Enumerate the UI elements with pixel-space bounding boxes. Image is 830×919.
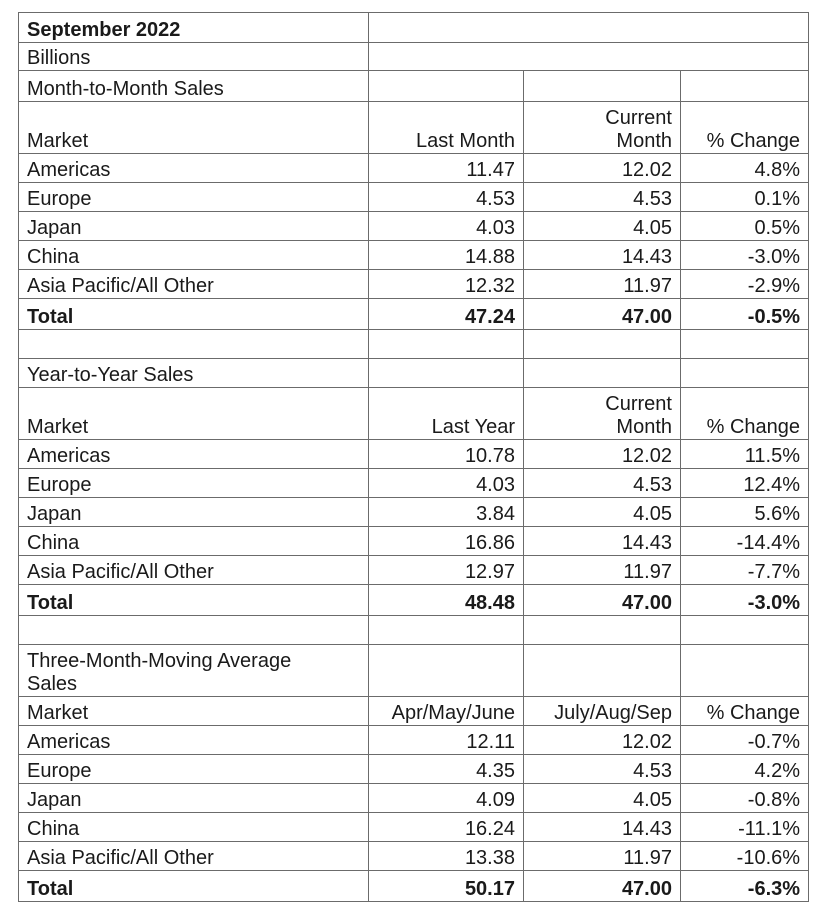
table-row — [19, 183, 809, 212]
section-title: Three-Month-Moving Average Sales — [19, 645, 369, 697]
value-cell: 12.02 — [524, 440, 681, 469]
value-cell: 14.43 — [524, 527, 681, 556]
pct-cell: 4.8% — [681, 154, 809, 183]
value-cell: 4.03 — [369, 212, 524, 241]
value-cell: 11.97 — [524, 270, 681, 299]
total-row — [19, 585, 809, 616]
col-header-july-aug-sep: July/Aug/Sep — [524, 697, 681, 726]
value-cell: 16.86 — [369, 527, 524, 556]
value-cell: 10.78 — [369, 440, 524, 469]
market-cell: Japan — [19, 212, 369, 241]
pct-cell: -2.9% — [681, 270, 809, 299]
value-cell: 4.35 — [369, 755, 524, 784]
units-label: Billions — [19, 43, 369, 71]
market-cell: China — [19, 527, 369, 556]
value-cell: 3.84 — [369, 498, 524, 527]
table-row — [19, 813, 809, 842]
table-row — [19, 726, 809, 755]
section-title-row — [19, 359, 809, 388]
col-header-market: Market — [19, 102, 369, 154]
col-header-last-year: Last Year — [369, 388, 524, 440]
pct-cell: -0.7% — [681, 726, 809, 755]
table-row — [19, 270, 809, 299]
pct-cell: -10.6% — [681, 842, 809, 871]
pct-cell: 0.5% — [681, 212, 809, 241]
market-cell: Asia Pacific/All Other — [19, 270, 369, 299]
col-header-apr-may-june: Apr/May/June — [369, 697, 524, 726]
value-cell: 12.32 — [369, 270, 524, 299]
total-value: 47.24 — [369, 299, 524, 330]
total-pct: -0.5% — [681, 299, 809, 330]
market-cell: Japan — [19, 784, 369, 813]
col-header-pct-change: % Change — [681, 697, 809, 726]
total-row — [19, 871, 809, 902]
col-header-last-month: Last Month — [369, 102, 524, 154]
value-cell: 4.09 — [369, 784, 524, 813]
spacer-row — [19, 330, 809, 359]
market-cell: Asia Pacific/All Other — [19, 556, 369, 585]
total-label: Total — [19, 871, 369, 902]
value-cell: 4.03 — [369, 469, 524, 498]
total-label: Total — [19, 585, 369, 616]
value-cell: 11.97 — [524, 842, 681, 871]
total-value: 50.17 — [369, 871, 524, 902]
total-value: 47.00 — [524, 299, 681, 330]
col-header-market: Market — [19, 697, 369, 726]
market-cell: Europe — [19, 183, 369, 212]
market-cell: China — [19, 241, 369, 270]
col-header-current-month: Current Month — [524, 102, 681, 154]
table-row — [19, 784, 809, 813]
total-value: 48.48 — [369, 585, 524, 616]
value-cell: 14.88 — [369, 241, 524, 270]
table-row — [19, 556, 809, 585]
total-label: Total — [19, 299, 369, 330]
report-title-row — [19, 13, 809, 43]
section-title-row — [19, 645, 809, 697]
total-row — [19, 299, 809, 330]
market-cell: Europe — [19, 469, 369, 498]
total-pct: -3.0% — [681, 585, 809, 616]
pct-cell: -0.8% — [681, 784, 809, 813]
value-cell: 4.05 — [524, 784, 681, 813]
sales-table — [18, 12, 809, 902]
pct-cell: 0.1% — [681, 183, 809, 212]
col-header-current-month: Current Month — [524, 388, 681, 440]
spacer-row — [19, 616, 809, 645]
section-title: Year-to-Year Sales — [19, 359, 369, 388]
total-value: 47.00 — [524, 585, 681, 616]
value-cell: 4.53 — [524, 469, 681, 498]
section-title-row — [19, 71, 809, 102]
total-value: 47.00 — [524, 871, 681, 902]
section-title: Month-to-Month Sales — [19, 71, 369, 102]
market-cell: Americas — [19, 726, 369, 755]
value-cell: 11.97 — [524, 556, 681, 585]
table-row — [19, 154, 809, 183]
value-cell: 4.53 — [524, 755, 681, 784]
table-row — [19, 212, 809, 241]
pct-cell: 4.2% — [681, 755, 809, 784]
pct-cell: 12.4% — [681, 469, 809, 498]
units-row — [19, 43, 809, 71]
value-cell: 16.24 — [369, 813, 524, 842]
value-cell: 12.97 — [369, 556, 524, 585]
market-cell: Americas — [19, 440, 369, 469]
table-row — [19, 241, 809, 270]
column-header-row — [19, 388, 809, 440]
value-cell: 13.38 — [369, 842, 524, 871]
column-header-row — [19, 697, 809, 726]
col-header-pct-change: % Change — [681, 102, 809, 154]
market-cell: Americas — [19, 154, 369, 183]
pct-cell: 5.6% — [681, 498, 809, 527]
pct-cell: 11.5% — [681, 440, 809, 469]
pct-cell: -14.4% — [681, 527, 809, 556]
market-cell: Europe — [19, 755, 369, 784]
value-cell: 4.53 — [369, 183, 524, 212]
pct-cell: -7.7% — [681, 556, 809, 585]
market-cell: Japan — [19, 498, 369, 527]
market-cell: Asia Pacific/All Other — [19, 842, 369, 871]
column-header-row — [19, 102, 809, 154]
table-row — [19, 527, 809, 556]
table-row — [19, 755, 809, 784]
pct-cell: -11.1% — [681, 813, 809, 842]
market-cell: China — [19, 813, 369, 842]
value-cell: 12.02 — [524, 154, 681, 183]
value-cell: 14.43 — [524, 813, 681, 842]
value-cell: 12.11 — [369, 726, 524, 755]
table-row — [19, 842, 809, 871]
table-row — [19, 469, 809, 498]
table-row — [19, 440, 809, 469]
value-cell: 4.05 — [524, 498, 681, 527]
value-cell: 4.05 — [524, 212, 681, 241]
value-cell: 12.02 — [524, 726, 681, 755]
total-pct: -6.3% — [681, 871, 809, 902]
pct-cell: -3.0% — [681, 241, 809, 270]
col-header-market: Market — [19, 388, 369, 440]
report-title: September 2022 — [19, 13, 369, 43]
value-cell: 4.53 — [524, 183, 681, 212]
table-row — [19, 498, 809, 527]
value-cell: 14.43 — [524, 241, 681, 270]
col-header-pct-change: % Change — [681, 388, 809, 440]
value-cell: 11.47 — [369, 154, 524, 183]
